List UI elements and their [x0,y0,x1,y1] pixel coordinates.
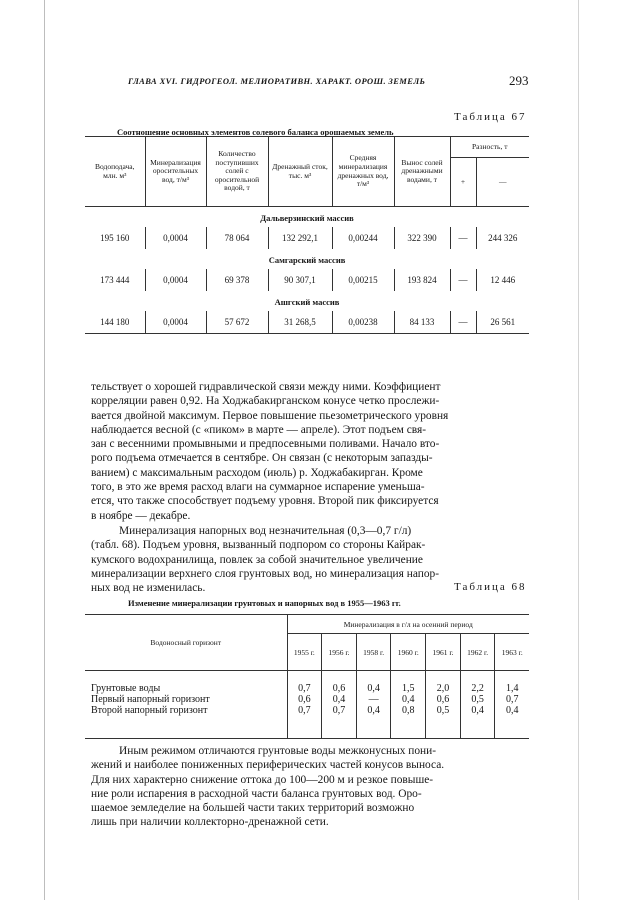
t68-year-1962: 1962 г. [460,634,495,671]
t67-section-dalverzin: Дальверзинский массив [260,213,354,223]
table-row: 144 180 0,0004 57 672 31 268,5 0,00238 84 133 — 26 561 [85,311,529,334]
t68-year-1961: 1961 г. [426,634,461,671]
t67-header-difference: Разность, т [450,137,529,158]
t67-header-mineralization: Минерализация оросительных вод, т/м³ [145,137,206,207]
t68-year-1958: 1958 г. [356,634,391,671]
paragraph-2: Минерализация напорных вод незначительная (0,3—0,7 г/л) (табл. 68). Подъем уровня, вызванный подпором со стороны Кайрак- кумского водохранилища, повлек за собой значительное увеличение минерализации верхнего слоя грунтовых вод, но минерализация напор- ных вод не изменилась. [91,525,440,595]
t67-header-plus: + [450,158,476,207]
t68-year-1955: 1955 г. [287,634,322,671]
t67-header-water: Водоподача, млн. м³ [85,137,145,207]
table68-title: Изменение минерализации грунтовых и напорных вод в 1955—1963 гг. [128,598,401,608]
table-row: Первый напорный горизонт 0,6 0,4 — 0,4 0,6 0,5 0,7 [85,694,529,705]
t67-header-salts-in: Количество поступивших солей с оросительной водой, т [206,137,268,207]
t67-header-salts-out: Вынос солей дренажными водами, т [394,137,450,207]
table67-title: Соотношение основных элементов солевого баланса орошаемых земель [117,127,394,137]
table68 [85,614,529,739]
t68-header-horizon: Водоносный горизонт [85,615,287,671]
t67-header-minus: — [476,158,529,207]
scan-edge-right [578,0,579,900]
t68-header-group: Минерализация в г/л на осенний период [287,615,529,634]
t67-section-ashgt: Ашгский массив [274,297,340,307]
scan-edge-left [44,0,45,900]
paragraph-3: Иным режимом отличаются грунтовые воды межконусных пони- жений и наиболее пониженных периферических частей конусов выноса. Для них характерно снижение оттока до 100—200 м и резкое повыше- ние роли испарения в расходной части баланса грунтовых вод. Оро- шаемое земледелие на большей части таких территорий возможно лишь при наличии коллекторно-дренажной сети. [91,745,445,829]
table68-label: Таблица 68 [454,581,527,593]
table-row: Грунтовые воды 0,7 0,6 0,4 1,5 2,0 2,2 1,4 [85,671,529,695]
t67-header-drainage: Дренажный сток, тыс. м³ [268,137,332,207]
table67 [85,136,529,334]
t67-section-samgar: Самгарский массив [268,255,346,265]
t68-year-1960: 1960 г. [391,634,426,671]
table-row: Второй напорный горизонт 0,7 0,7 0,4 0,8 0,5 0,4 0,4 [85,705,529,739]
table-row: 173 444 0,0004 69 378 90 307,1 0,00215 193 824 — 12 446 [85,269,529,291]
t68-year-1963: 1963 г. [495,634,529,671]
page-number: 293 [509,73,529,88]
table-row: 195 160 0,0004 78 064 132 292,1 0,00244 322 390 — 244 326 [85,227,529,249]
running-head: ГЛАВА XVI. ГИДРОГЕОЛ. МЕЛИОРАТИВН. ХАРАКТ. ОРОШ. ЗЕМЕЛЬ [128,76,426,86]
paragraph-1: тельствует о хорошей гидравлической связи между ними. Коэффициент корреляции равен 0,92. На Ходжабакирганском конусе четко прослежи- вается двойной максимум. Первое повышение пьезометрического уровня наблюдается весной (с «пиком» в марте — апреле). Этот подъем свя- зан с весенними промывными и предпосевными поливами. Начало вто- рого подъема отмечается в сентябре. Он связан (с некоторым запазды- ванием) с максимальным расходом (июль) р. Ходжабакирган. Кроме того, в это же время расход влаги на суммарное испарение уменьша- ется, что также способствует подъему уровня. Второй пик фиксируется в ноябре — декабре. [91,381,449,522]
table67-label: Таблица 67 [454,111,527,123]
t67-header-avg-mineralization: Средняя минерализация дренажных вод, т/м³ [332,137,394,207]
t68-year-1956: 1956 г. [322,634,357,671]
